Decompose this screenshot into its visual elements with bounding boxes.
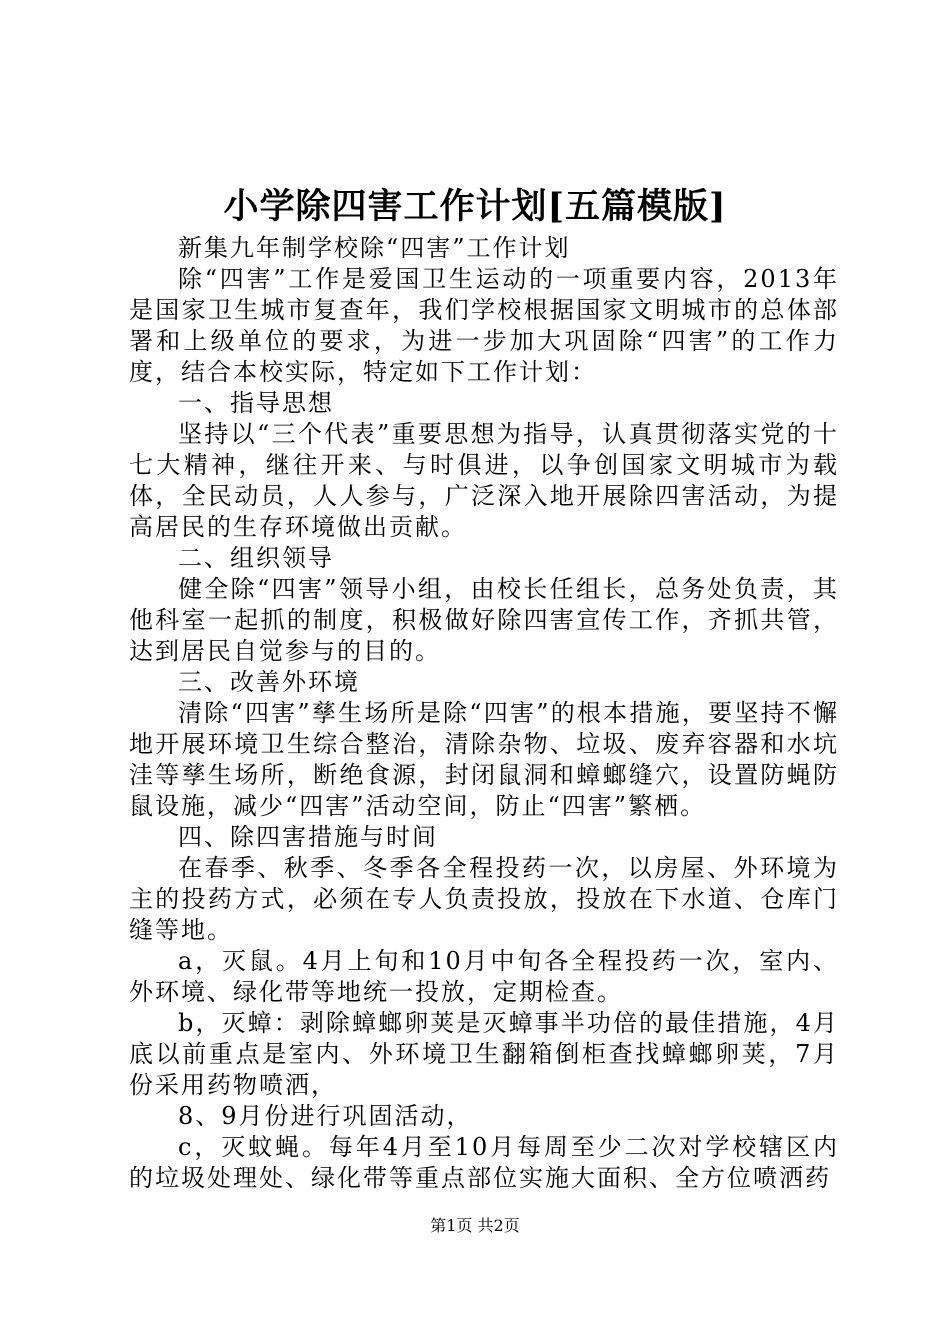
paragraph-consolidation: 8、9月份进行巩固活动， [178, 1102, 473, 1130]
paragraph-mosquitoes-flies: c，灭蚊蝇。每年4月至10月每周至少二次对学校辖区内的垃圾处理处、绿化带等重点部位实施大面积、全方位喷洒药 [129, 1133, 839, 1192]
document-body [129, 233, 839, 1194]
paragraph-rodents: a，灭鼠。4月上旬和10月中旬各全程投药一次，室内、外环境、绿化带等地统一投放，定期检查。 [129, 947, 839, 1006]
paragraph-cockroaches: b，灭蟑：剥除蟑螂卵荚是灭蟑事半功倍的最佳措施，4月底以前重点是室内、外环境卫生翻箱倒柜查找蟑螂卵荚，7月份采用药物喷洒， [129, 1009, 839, 1099]
section-heading-measures: 四、除四害措施与时间 [178, 823, 438, 851]
paragraph-guiding-thought: 坚持以“三个代表”重要思想为指导，认真贯彻落实党的十七大精神，继往开来、与时俱进，以争创国家文明城市为载体，全民动员，人人参与，广泛深入地开展除四害活动，为提高居民的生存环境做出贡献。 [129, 420, 839, 541]
section-heading-environment: 三、改善外环境 [178, 668, 360, 696]
paragraph-environment: 清除“四害”孳生场所是除“四害”的根本措施，要坚持不懈地开展环境卫生综合整治，清除杂物、垃圾、废弃容器和水坑洼等孳生场所，断绝食源，封闭鼠洞和蟑螂缝穴，设置防蝇防鼠设施，减少“四害”活动空间，防止“四害”繁栖。 [129, 699, 839, 820]
section-heading-guiding-thought: 一、指导思想 [178, 389, 334, 417]
document-title: 小学除四害工作计划[五篇模版] [223, 186, 727, 227]
paragraph-leadership: 健全除“四害”领导小组，由校长任组长，总务处负责，其他科室一起抓的制度，积极做好除四害宣传工作，齐抓共管，达到居民自觉参与的目的。 [129, 575, 839, 665]
paragraph-subtitle: 新集九年制学校除“四害”工作计划 [178, 234, 571, 262]
section-heading-leadership: 二、组织领导 [178, 544, 334, 572]
page-footer: 第1页 共2页 [430, 1216, 520, 1235]
paragraph-measures: 在春季、秋季、冬季各全程投药一次，以房屋、外环境为主的投药方式，必须在专人负责投放，投放在下水道、仓库门缝等地。 [129, 854, 839, 944]
paragraph-intro: 除“四害”工作是爱国卫生运动的一项重要内容，2013年是国家卫生城市复查年，我们学校根据国家文明城市的总体部署和上级单位的要求，为进一步加大巩固除“四害”的工作力度，结合本校实际，特定如下工作计划： [129, 265, 839, 386]
